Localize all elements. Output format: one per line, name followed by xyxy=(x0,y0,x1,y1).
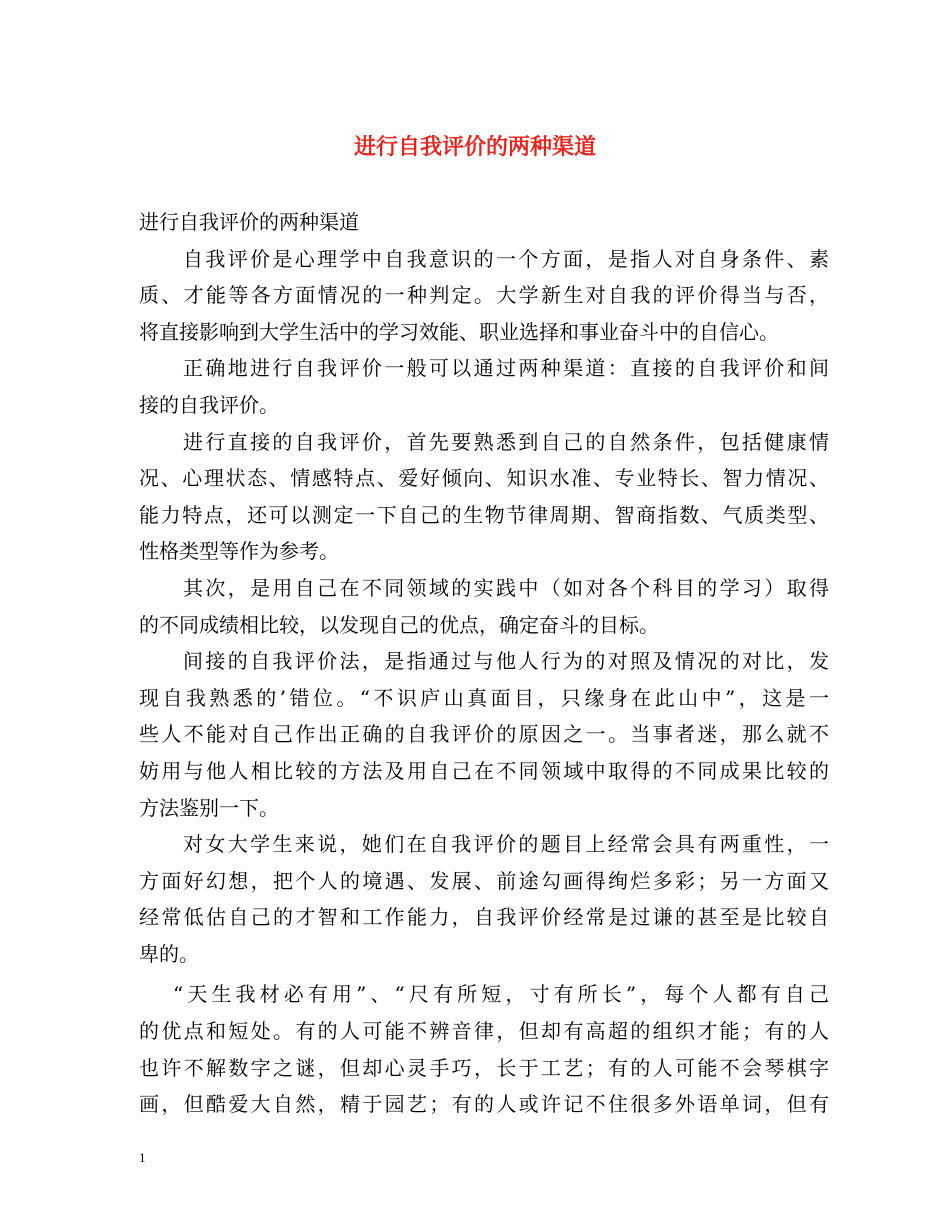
paragraph-line: “天生我材必有用”、“尺有所短，寸有所长”，每个人都有自己 xyxy=(173,982,829,1007)
paragraph-line: 经常低估自己的才智和工作能力，自我评价经常是过谦的甚至是比较自 xyxy=(139,905,829,930)
paragraph-line: 将直接影响到大学生活中的学习效能、职业选择和事业奋斗中的自信心。 xyxy=(139,319,779,344)
paragraph-line: 其次，是用自己在不同领域的实践中（如对各个科目的学习）取得 xyxy=(183,575,829,600)
paragraph-line: 正确地进行自我评价一般可以通过两种渠道：直接的自我评价和间 xyxy=(183,356,829,381)
paragraph-line: 间接的自我评价法，是指通过与他人行为的对照及情况的对比，发 xyxy=(183,649,829,674)
paragraph-3 xyxy=(139,424,829,570)
paragraph-line: 的优点和短处。有的人可能不辨音律，但却有高超的组织才能；有的人 xyxy=(139,1019,829,1044)
paragraph-line: 现自我熟悉的’错位。“不识庐山真面目，只缘身在此山中”，这是一 xyxy=(139,685,829,710)
document-title: 进行自我评价的两种渠道 xyxy=(353,134,596,160)
paragraph-line: 方面好幻想，把个人的境遇、发展、前途勾画得绚烂多彩；另一方面又 xyxy=(139,868,829,893)
paragraph-6 xyxy=(139,826,829,972)
paragraph-line: 况、心理状态、情感特点、爱好倾向、知识水准、专业特长、智力情况、 xyxy=(139,466,829,491)
document-body xyxy=(139,204,829,1123)
paragraph-line: 对女大学生来说，她们在自我评价的题目上经常会具有两重性，一 xyxy=(183,832,829,857)
paragraph-5 xyxy=(139,643,829,826)
paragraph-line: 妨用与他人相比较的方法及用自己在不同领域中取得的不同成果比较的 xyxy=(139,758,829,783)
paragraph-1 xyxy=(139,241,829,351)
paragraph-7 xyxy=(139,976,829,1122)
paragraph-line: 性格类型等作为参考。 xyxy=(139,539,339,564)
paragraph-line: 能力特点，还可以测定一下自己的生物节律周期、智商指数、气质类型、 xyxy=(139,502,829,527)
paragraph-line: 卑的。 xyxy=(139,941,199,966)
paragraph-line: 接的自我评价。 xyxy=(139,392,279,417)
paragraph-4 xyxy=(139,570,829,643)
paragraph-line: 进行直接的自我评价，首先要熟悉到自己的自然条件，包括健康情 xyxy=(183,429,829,454)
paragraph-2 xyxy=(139,350,829,423)
page-number: 1 xyxy=(139,1150,146,1165)
paragraph-line: 些人不能对自己作出正确的自我评价的原因之一。当事者迷，那么就不 xyxy=(139,722,829,747)
paragraph-line: 的不同成绩相比较，以发现自己的优点，确定奋斗的目标。 xyxy=(139,612,659,637)
paragraph-line: 画，但酷爱大自然，精于园艺；有的人或许记不住很多外语单词，但有 xyxy=(139,1092,829,1117)
paragraph-line: 也许不解数字之谜，但却心灵手巧，长于工艺；有的人可能不会琴棋字 xyxy=(139,1055,829,1080)
paragraph-line: 方法鉴别一下。 xyxy=(139,795,279,820)
paragraph-line: 质、才能等各方面情况的一种判定。大学新生对自我的评价得当与否， xyxy=(139,283,829,308)
heading-line: 进行自我评价的两种渠道 xyxy=(139,210,359,234)
paragraph-line: 自我评价是心理学中自我意识的一个方面，是指人对自身条件、素 xyxy=(183,246,829,271)
